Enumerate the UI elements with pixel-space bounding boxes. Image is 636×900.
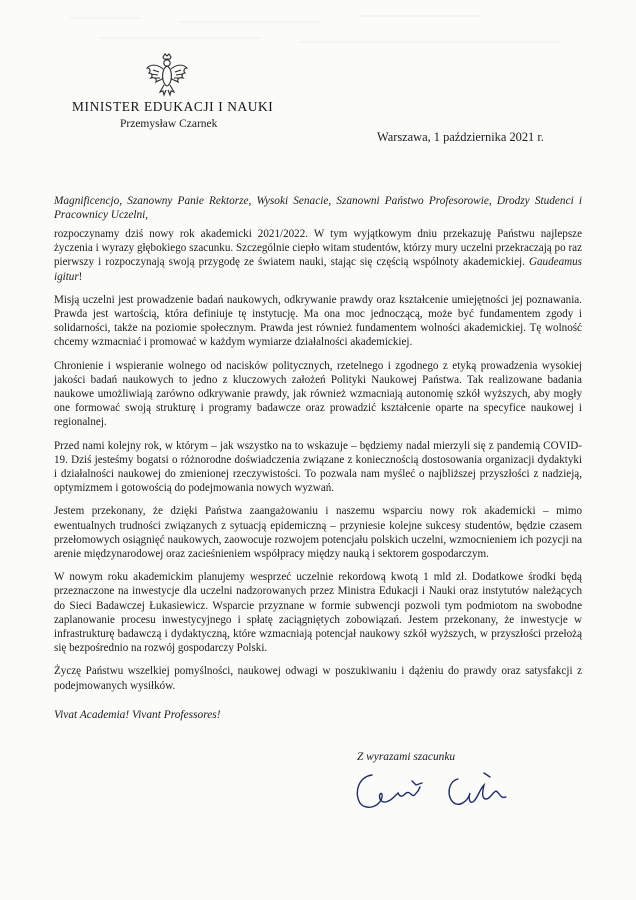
regards-text: Z wyrazami szacunku — [357, 751, 456, 763]
closing-phrase: Vivat Academia! Vivant Professores! — [54, 709, 221, 721]
salutation: Magnificencjo, Szanowny Panie Rektorze, Wysoki Senacie, Szanowni Państwo Profesorowie, Drodzy Studenci i Pracownicy Uczelni, — [54, 195, 582, 222]
paragraph-1 — [54, 227, 582, 284]
polish-eagle-emblem-icon — [145, 52, 189, 98]
paragraph-1-tail: ! — [78, 270, 83, 283]
paragraph-1-text: rozpoczynamy dziś nowy rok akademicki 2021/2022. W tym wyjątkowym dniu przekazuję Państwu najlepsze życzenia i wyrazy głębokiego szacunku. Szczególnie ciepło witam studentów, którzy mury uczelni przekraczają po raz pierwszy i rozpoczynają swoją przygodę ze światem nauki, stając się częścią wspólnoty akademickiej. — [54, 228, 582, 269]
paragraph-2: Misją uczelni jest prowadzenie badań naukowych, odkrywanie prawdy oraz kształcenie umiejętności jej poznawania. Prawda jest wartością, która definiuje tę instytucję. Ma ona moc jednoczącą, może być fundamentem zgody i solidarności, także na poziomie społecznym. Prawda jest również fundamentem wolności akademickiej. Tę wolność chcemy wzmacniać i promować w każdym wymiarze działalności akademickiej. — [54, 293, 582, 349]
place-date: Warszawa, 1 października 2021 r. — [377, 130, 544, 144]
minister-name: Przemysław Czarnek — [120, 118, 218, 130]
letter-body — [54, 227, 582, 702]
paragraph-5: Jestem przekonany, że dzięki Państwa zaangażowaniu i naszemu wsparciu nowy rok akademicki – mimo ewentualnych trudności związanych z sytuacją epidemiczną – przyniesie kolejne sukcesy studentów, będzie czasem przełomowych osiągnięć naukowych, zaowocuje rozwojem potencjału polskich uczelni, wzmocnieniem ich pozycji na arenie międzynarodowej oraz zacieśnieniem współpracy między nauką i sektorem gospodarczym. — [54, 505, 582, 561]
ministry-title: MINISTER EDUKACJI I NAUKI — [72, 99, 274, 114]
paragraph-1-emphasis: Gaudeamus igitur — [54, 256, 582, 283]
paragraph-7: Życzę Państwu wszelkiej pomyślności, naukowej odwagi w poszukiwaniu i dążeniu do prawdy oraz satysfakcji z podejmowanych wysiłków. — [54, 665, 582, 692]
handwritten-signature-icon — [350, 763, 520, 813]
paragraph-4: Przed nami kolejny rok, w którym – jak wszystko na to wskazuje – będziemy nadal mierzyli się z pandemią COVID-19. Dziś jesteśmy bogatsi o różnorodne doświadczenia związane z koniecznością dostosowania organizacji dydaktyki i działalności naukowej do zmienionej rzeczywistości. To pozwala nam myśleć o najbliższej przyszłości z nadzieją, optymizmem i gotowością do podejmowania nowych wyzwań. — [54, 439, 582, 495]
scan-bleed-through — [60, 10, 580, 50]
paragraph-6: W nowym roku akademickim planujemy wesprzeć uczelnie rekordową kwotą 1 mld zł. Dodatkowe środki będą przeznaczone na inwestycje dla uczelni nadzorowanych przez Ministra Edukacji i Nauki oraz instytutów należących do Sieci Badawczej Łukasiewicz. Wsparcie przyznane w formie subwencji pozwoli tym podmiotom na swobodne zaplanowanie procesu inwestycyjnego i spłatę zaciągniętych zobowiązań. Jestem przekonany, że inwestycje w infrastrukturę badawczą i dydaktyczną, które wzmacniają potencjał naukowy szkół wyższych, w przyszłości przełożą się bezpośrednio na rozwój gospodarczy Polski. — [54, 571, 582, 655]
paragraph-3: Chronienie i wspieranie wolnego od nacisków politycznych, rzetelnego i zgodnego z etyką prowadzenia wysokiej jakości badań naukowych to jedno z kluczowych założeń Polityki Naukowej Państwa. Tak realizowane badania naukowe umożliwiają zarówno odkrywanie prawdy, jak również wzmacniają autonomię szkół wyższych, aby mogły one formować swoją strukturę i programy badawcze oraz prowadzić kształcenie oparte na specyfice naukowej i regionalnej. — [54, 359, 582, 429]
